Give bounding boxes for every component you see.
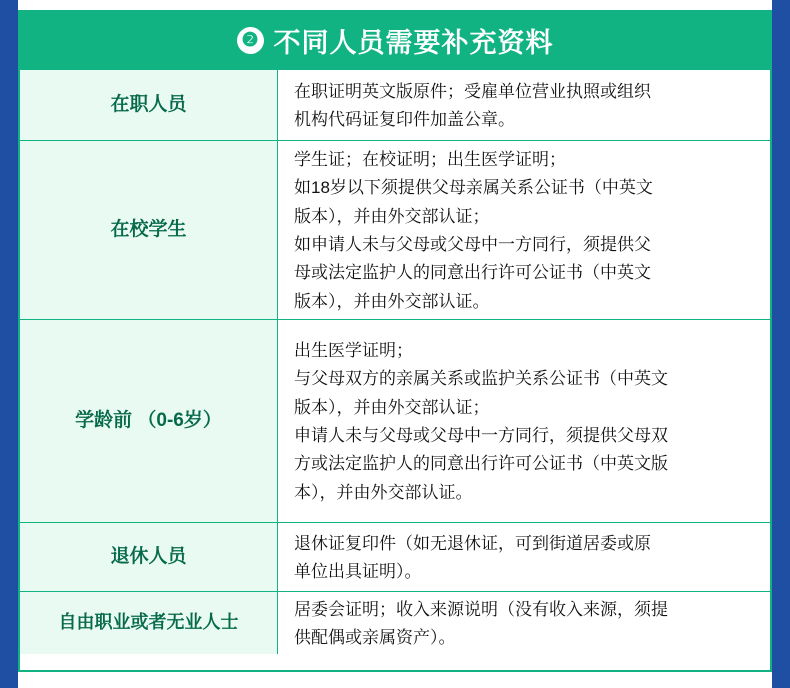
content-line: 版本），并由外交部认证； (294, 206, 490, 226)
content-line: 与父母双方的亲属关系或监护关系公证书（中英文 (294, 369, 668, 389)
row-label-freelance: 自由职业或者无业人士 (20, 592, 278, 654)
content-line: 机构代码证复印件加盖公章。 (294, 110, 515, 129)
card-header (20, 10, 770, 70)
requirements-table (20, 70, 770, 670)
content-line: 方或法定监护人的同意出行许可公证书（中英文版 (294, 454, 668, 474)
table-row (20, 523, 770, 592)
table-row (20, 320, 770, 523)
content-line: 母或法定监护人的同意出行许可公证书（中英文 (294, 263, 651, 283)
page-title: 不同人员需要补充资料 (273, 27, 554, 58)
row-content-preschool (278, 320, 770, 522)
row-content-employed (278, 70, 770, 140)
content-line: 如申请人未与父母或父母中一方同行，须提供父 (294, 235, 651, 254)
right-decorative-rail (772, 0, 790, 688)
content-line: 出生医学证明； (294, 340, 413, 360)
content-line: 学生证；在校证明；出生医学证明； (294, 149, 566, 169)
content-line: 申请人未与父母或父母中一方同行，须提供父母双 (294, 426, 668, 445)
row-label-retired: 退休人员 (20, 523, 278, 591)
row-content-retired (278, 523, 770, 591)
left-decorative-rail (0, 0, 18, 688)
row-label-preschool: 学龄前 （0-6岁） (20, 320, 278, 522)
content-line: 版本），并由外交部认证； (294, 397, 490, 417)
content-line: 居委会证明；收入来源说明（没有收入来源，须提 (294, 599, 668, 619)
row-content-freelance (278, 592, 770, 654)
content-line: 版本），并由外交部认证。 (294, 291, 490, 311)
content-line: 在职证明英文版原件；受雇单位营业执照或组织 (294, 81, 651, 101)
row-label-employed: 在职人员 (20, 70, 278, 140)
content-line: 如18岁以下须提供父母亲属关系公证书（中英文 (294, 178, 653, 198)
content-line: 供配偶或亲属资产）。 (294, 628, 456, 647)
section-number-badge: ❷ (237, 27, 264, 54)
table-row (20, 70, 770, 141)
content-line: 单位出具证明）。 (294, 562, 422, 581)
row-content-student (278, 141, 770, 319)
content-line: 本），并由外交部认证。 (294, 482, 473, 502)
table-row (20, 141, 770, 320)
row-label-student: 在校学生 (20, 141, 278, 319)
info-card (18, 10, 772, 672)
table-row (20, 592, 770, 654)
content-line: 退休证复印件（如无退休证，可到街道居委或原 (294, 533, 651, 553)
